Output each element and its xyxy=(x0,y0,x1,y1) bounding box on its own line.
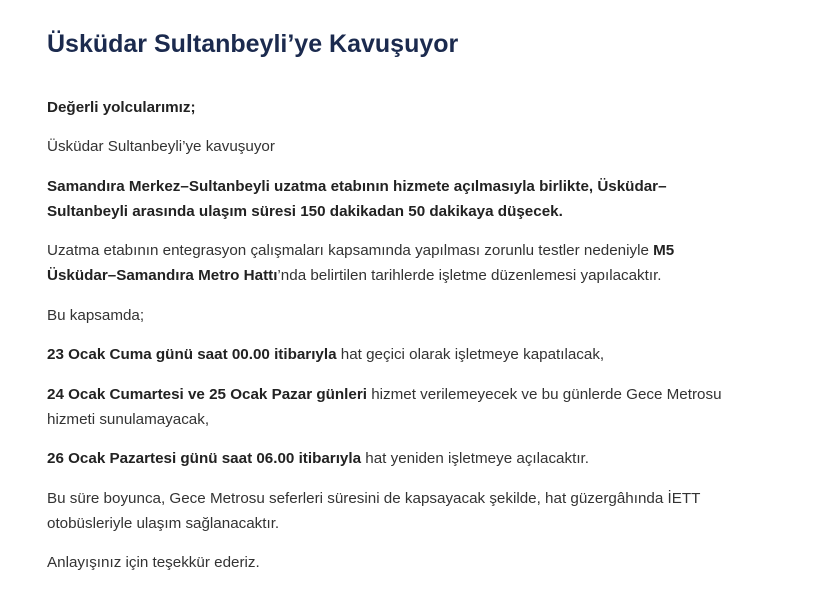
closing-text: Anlayışınız için teşekkür ederiz. xyxy=(47,554,260,571)
schedule-item xyxy=(47,382,772,432)
highlight-paragraph xyxy=(47,174,727,224)
schedule-item-date: 23 Ocak Cuma günü saat 00.00 itibarıyla xyxy=(47,346,337,363)
greeting-text: Değerli yolcularımız; xyxy=(47,99,196,116)
night-metro-text: Bu süre boyunca, Gece Metrosu seferleri süresini de kapsayacak şekilde, hat güzergâhında İETT otobüsleriyle ulaşım sağlanacaktır. xyxy=(47,490,701,532)
testing-paragraph xyxy=(47,238,737,288)
schedule-item-text: hat geçici olarak işletmeye kapatılacak, xyxy=(336,346,605,363)
testing-text-before: Uzatma etabının entegrasyon çalışmaları kapsamında yapılması zorunlu testler nedeniyle xyxy=(47,242,654,259)
testing-text-after: ’nda belirtilen tarihlerde işletme düzenlemesi yapılacaktır. xyxy=(277,267,662,284)
highlight-text: Samandıra Merkez–Sultanbeyli uzatma etabının hizmete açılmasıyla birlikte, Üsküdar–Sultanbeyli arasında ulaşım süresi 150 dakikadan 50 dakikaya düşecek. xyxy=(47,178,667,220)
page-title: Üsküdar Sultanbeyli’ye Kavuşuyor xyxy=(47,30,459,58)
schedule-item-date: 26 Ocak Pazartesi günü saat 06.00 itibarıyla xyxy=(47,450,362,467)
schedule-item-date: 24 Ocak Cumartesi ve 25 Ocak Pazar günleri xyxy=(47,386,367,403)
scope-text: Bu kapsamda; xyxy=(47,307,145,324)
intro-text: Üsküdar Sultanbeyli’ye kavuşuyor xyxy=(47,138,275,155)
schedule-item xyxy=(47,446,767,471)
schedule-item-text: hat yeniden işletmeye açılacaktır. xyxy=(361,450,589,467)
metro-line-name: M5 Üsküdar–Samandıra Metro Hattı xyxy=(47,242,675,284)
schedule-item-text: hizmet verilemeyecek ve bu günlerde Gece Metrosu hizmeti sunulamayacak, xyxy=(47,386,722,428)
greeting xyxy=(47,95,767,120)
schedule-item xyxy=(47,342,767,367)
